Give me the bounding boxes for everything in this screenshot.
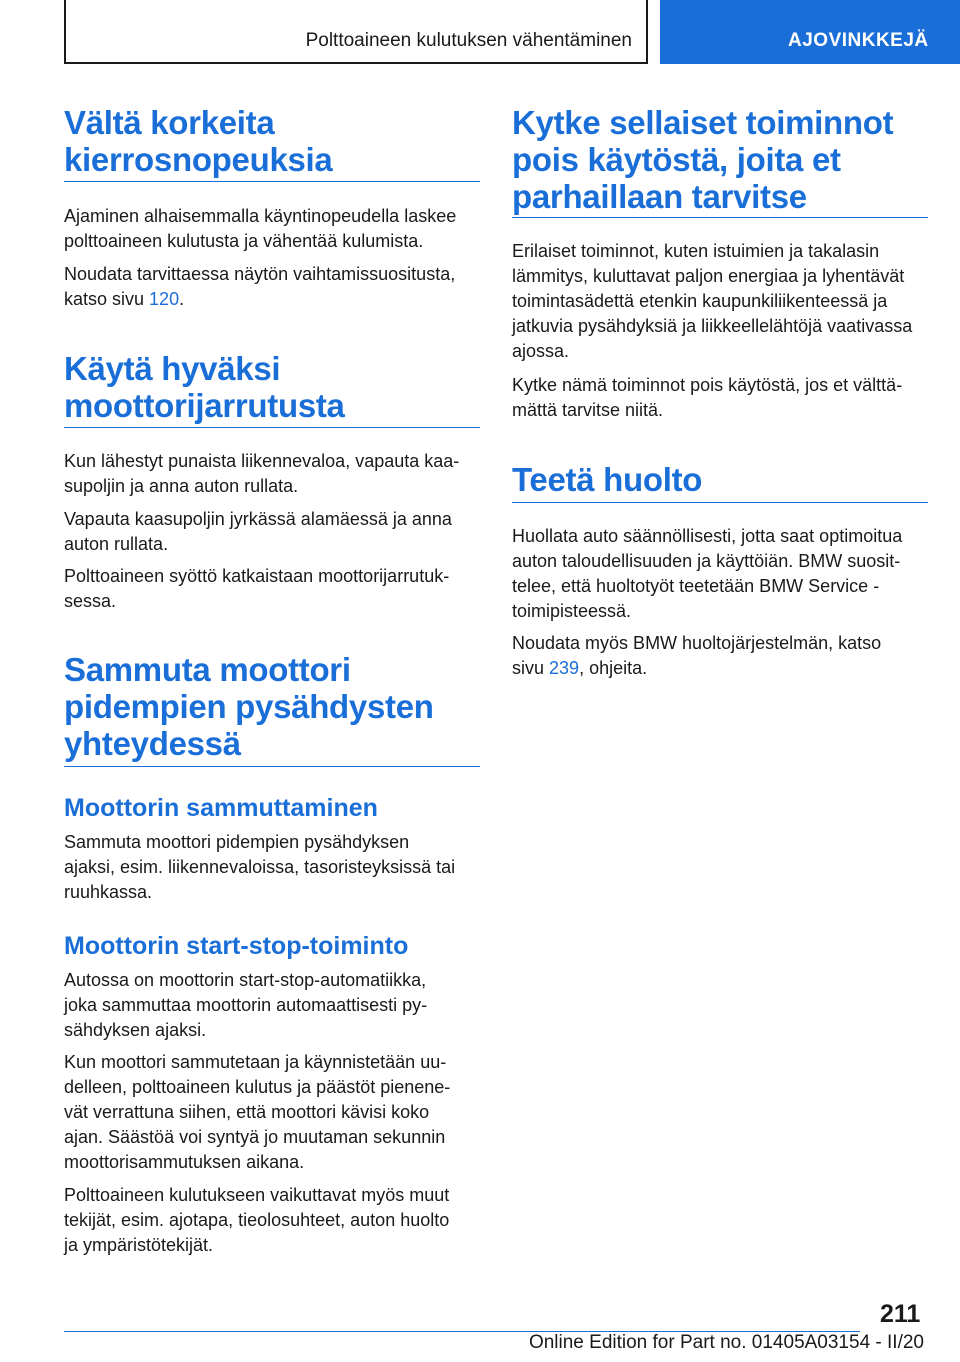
paragraph: Kun moottori sammutetaan ja käynnistetään uu- delleen, polttoaineen kulutus ja päästöt pienene- vät verrattuna siihen, että moottori kävisi koko ajan. Säästöä voi syntyä jo muutaman sekunnin moottorisammutuksen aikana.	[64, 1052, 451, 1172]
page-link-239[interactable]: 239	[549, 658, 580, 678]
paragraph: Kytke nämä toiminnot pois käytöstä, jos et välttä- mättä tarvitse niitä.	[512, 375, 903, 420]
heading-rule	[512, 217, 928, 218]
heading-rule	[64, 427, 480, 428]
heading-switch-off-engine: Sammuta moottori pidempien pysähdysten yhteydessä	[64, 651, 434, 762]
paragraph: Vapauta kaasupoljin jyrkässä alamäessä ja anna auton rullata.	[64, 509, 452, 554]
chapter-tab-label: AJOVINKKEJÄ	[788, 30, 929, 51]
paragraph: Polttoaineen kulutukseen vaikuttavat myös muut tekijät, esim. ajotapa, tieolosuhteet, auton huolto ja ympäristötekijät.	[64, 1185, 450, 1255]
paragraph: Polttoaineen syöttö katkaistaan moottorijarrutuk- sessa.	[64, 566, 450, 611]
edition-note: Online Edition for Part no. 01405A03154 - II/20	[528, 1332, 924, 1353]
page-link-120[interactable]: 120	[149, 289, 180, 309]
paragraph: Noudata tarvittaessa näytön vaihtamissuositusta, katso sivu 120.	[64, 264, 456, 309]
paragraph: Ajaminen alhaisemmalla käyntinopeudella laskee polttoaineen kulutusta ja vähentää kulumista.	[64, 206, 457, 251]
chapter-tab[interactable]	[660, 0, 960, 64]
paragraph: Kun lähestyt punaista liikennevaloa, vapauta kaa- supoljin ja anna auton rullata.	[64, 451, 460, 496]
paragraph: Noudata myös BMW huoltojärjestelmän, katso sivu 239, ohjeita.	[512, 633, 882, 678]
page-number: 211	[880, 1300, 921, 1328]
subheading-engine-shutdown: Moottorin sammuttaminen	[64, 794, 378, 822]
paragraph: Autossa on moottorin start-stop-automatiikka, joka sammuttaa moottorin automaattisesti py- sähdyksen ajaksi.	[64, 970, 428, 1040]
heading-engine-braking: Käytä hyväksi moottorijarrutusta	[64, 350, 345, 424]
heading-rule	[64, 766, 480, 767]
paragraph: Erilaiset toiminnot, kuten istuimien ja takalasin lämmitys, kuluttavat paljon energiaa ja lyhentävät toimintasädettä etenkin kaupunkiliikenteessä ja jatkuvia pysähdyksiä ja liikkeellelähtöjä vaativassa ajossa.	[512, 241, 913, 361]
heading-service: Teetä huolto	[512, 461, 703, 498]
heading-rule	[512, 502, 928, 503]
paragraph: Huollata auto säännöllisesti, jotta saat optimoitua auton taloudellisuuden ja käyttöiän. BMW suosit- telee, että huoltotyöt teetetään BMW Service - toimipisteessä.	[512, 526, 903, 621]
header-box	[64, 0, 648, 64]
paragraph: Sammuta moottori pidempien pysähdyksen ajaksi, esim. liikennevaloissa, tasoristeyksissä tai ruuhkassa.	[64, 832, 456, 902]
subheading-start-stop: Moottorin start-stop-toiminto	[64, 932, 409, 960]
heading-avoid-high-rpm: Vältä korkeita kierrosnopeuksia	[64, 104, 333, 178]
heading-switch-off-functions: Kytke sellaiset toiminnot pois käytöstä, joita et parhaillaan tarvitse	[512, 104, 894, 215]
section-title: Polttoaineen kulutuksen vähentäminen	[305, 30, 632, 51]
heading-rule	[64, 181, 480, 182]
